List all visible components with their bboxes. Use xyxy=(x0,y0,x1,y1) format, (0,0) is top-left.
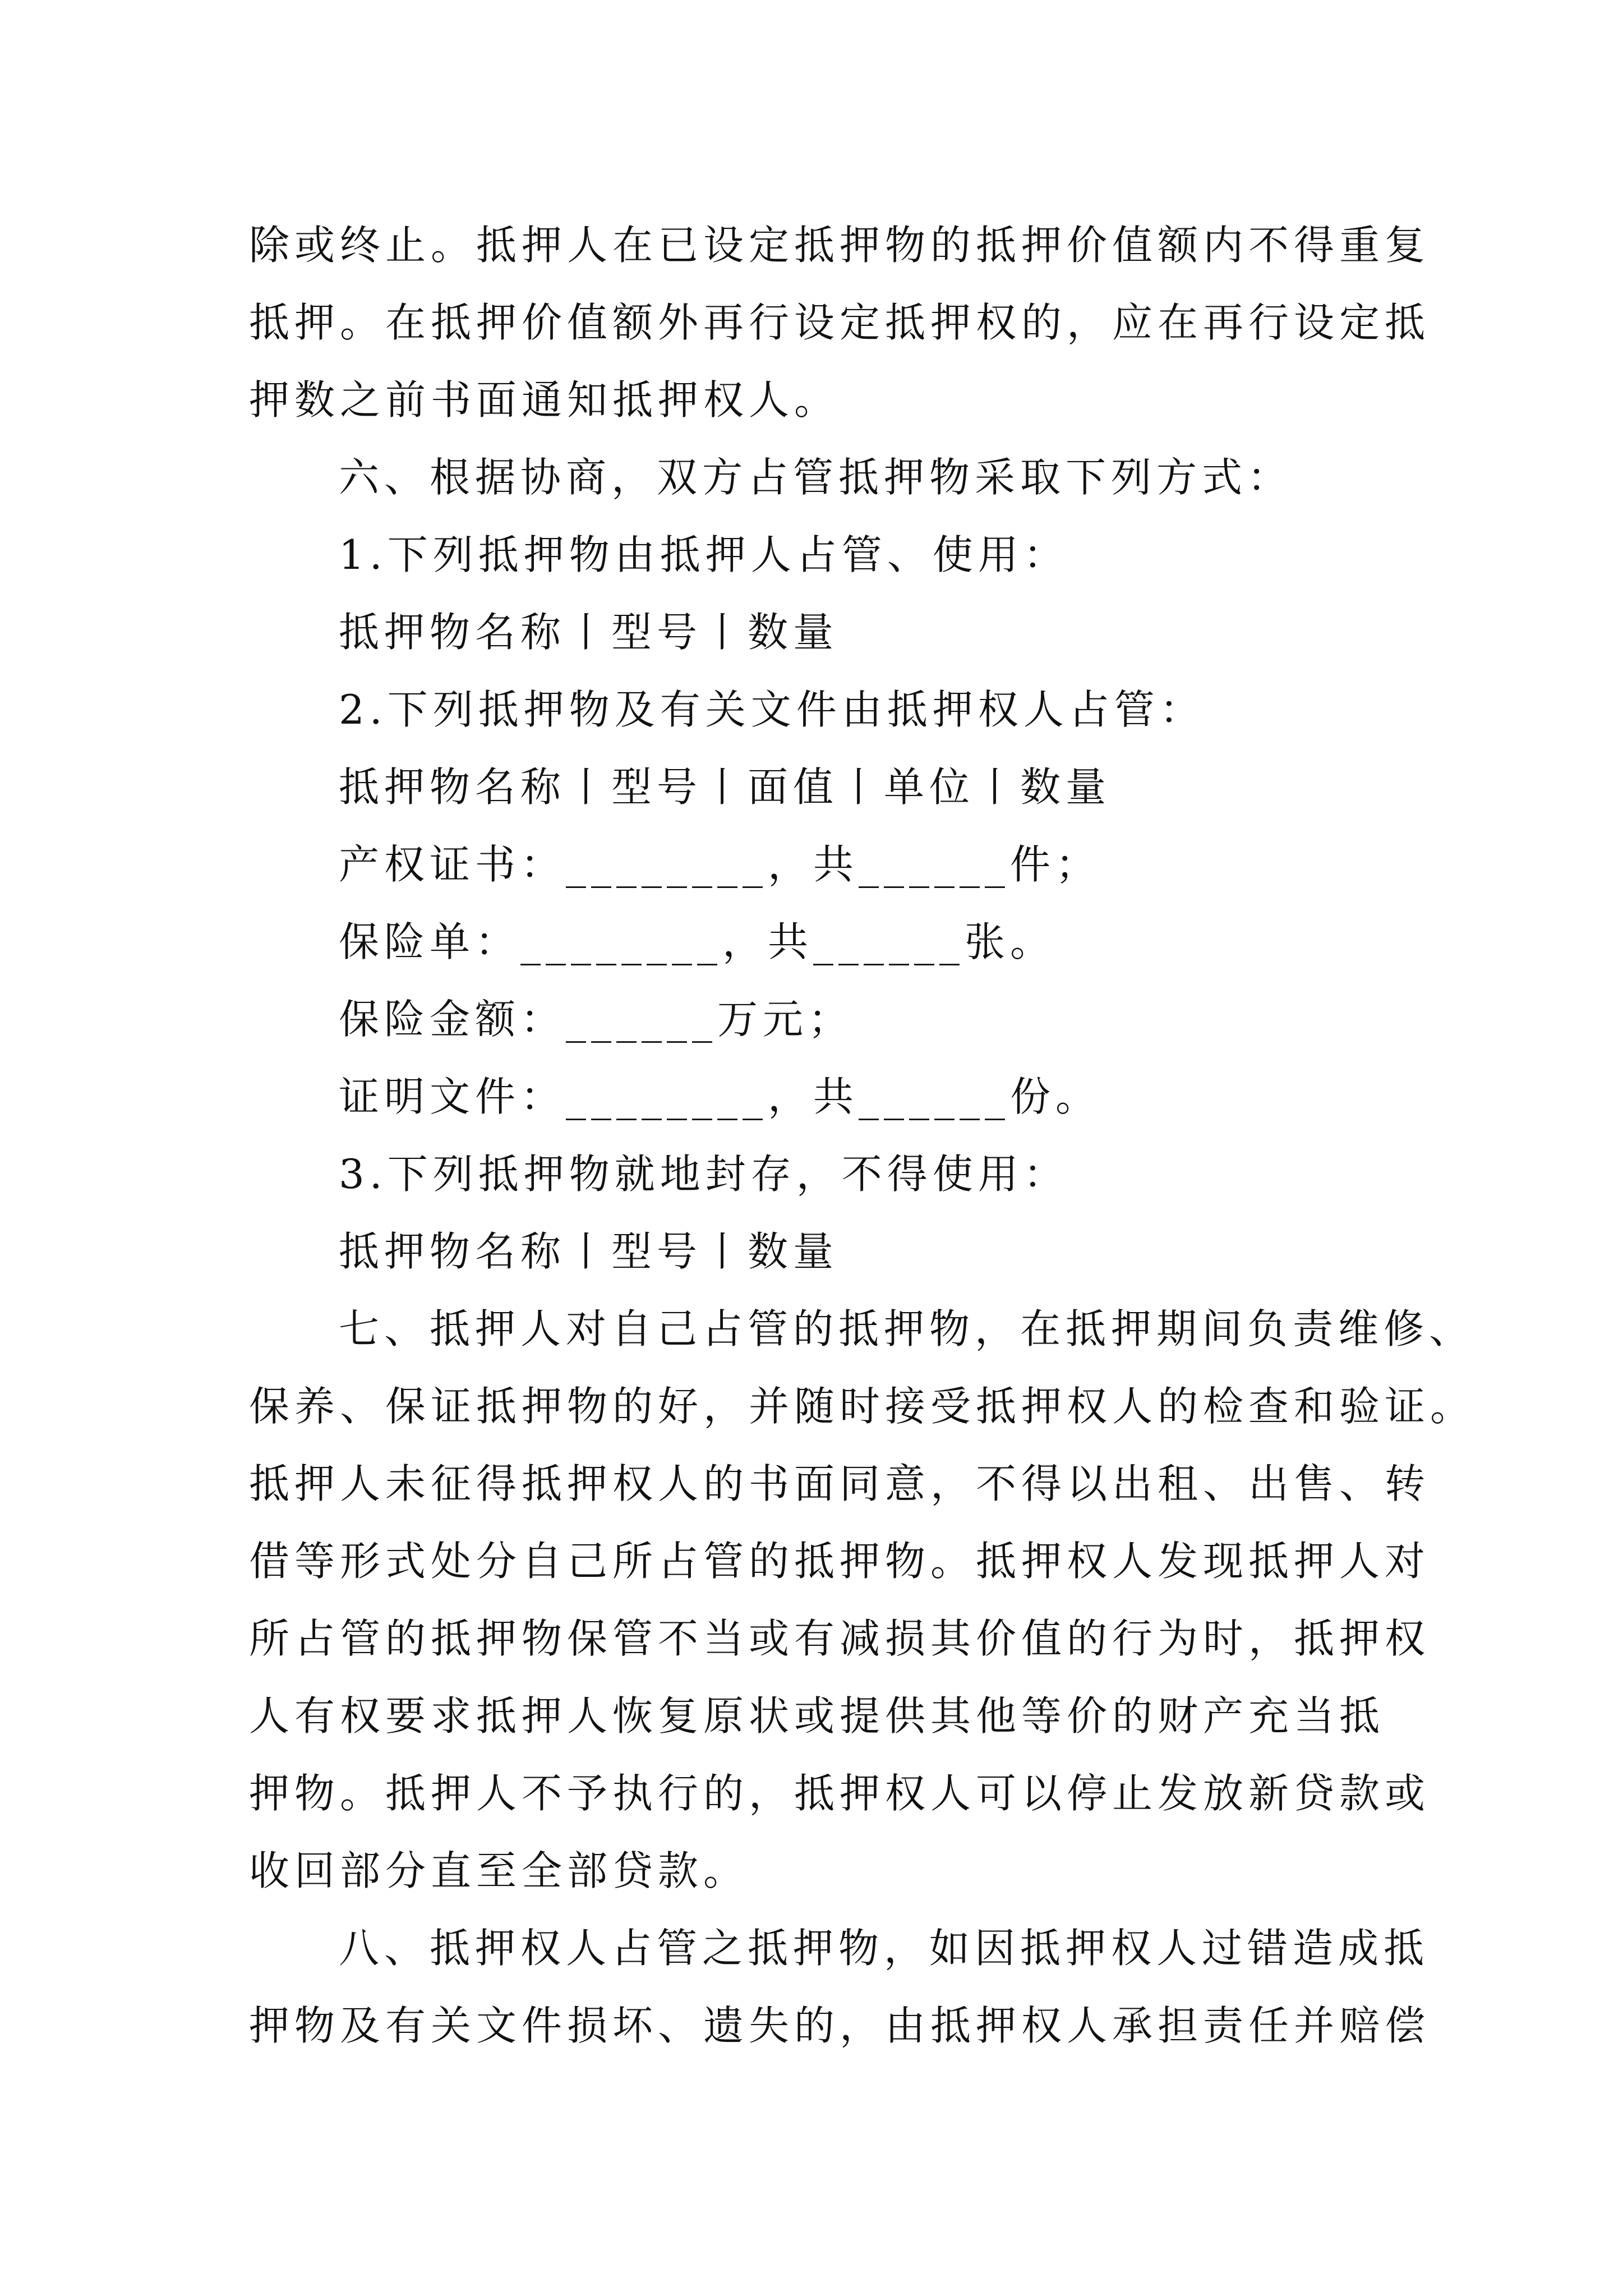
text-line: 收回部分直至全部贷款。 xyxy=(249,1847,749,1894)
text-line: 人有权要求抵押人恢复原状或提供其他等价的财产充当抵 xyxy=(249,1692,1385,1740)
text-line: 所占管的抵押物保管不当或有减损其价值的行为时，抵押权 xyxy=(249,1615,1431,1662)
table-header: 抵押物名称丨型号丨面值丨单位丨数量 xyxy=(339,763,1112,811)
text-line: 抵押。在抵押价值额外再行设定抵押权的，应在再行设定抵 xyxy=(249,299,1431,346)
section-heading: 八、抵押权人占管之抵押物，如因抵押权人过错造成抵 xyxy=(339,1925,1430,1972)
form-field-line: 产权证书：________，共______件； xyxy=(339,841,1101,888)
text-line: 押数之前书面通知抵押权人。 xyxy=(249,376,840,424)
form-field-line: 保险金额：______万元； xyxy=(339,996,854,1043)
list-item: 3.下列抵押物就地封存，不得使用： xyxy=(339,1151,1069,1198)
list-item: 1.下列抵押物由抵押人占管、使用： xyxy=(339,531,1069,578)
text-line: 押物。抵押人不予执行的，抵押权人可以停止发放新贷款或 xyxy=(249,1770,1431,1817)
form-field-line: 证明文件：________，共______份。 xyxy=(339,1073,1101,1120)
table-header: 抵押物名称丨型号丨数量 xyxy=(339,1228,839,1275)
section-heading: 六、根据协商，双方占管抵押物采取下列方式： xyxy=(339,454,1293,501)
text-line: 除或终止。抵押人在已设定抵押物的抵押价值额内不得重复 xyxy=(249,222,1431,269)
section-heading: 七、抵押人对自己占管的抵押物，在抵押期间负责维修、 xyxy=(339,1305,1475,1352)
table-header: 抵押物名称丨型号丨数量 xyxy=(339,609,839,656)
form-field-line: 保险单：________，共______张。 xyxy=(339,918,1056,965)
text-line: 保养、保证抵押物的好，并随时接受抵押权人的检查和验证。 xyxy=(249,1383,1476,1430)
list-item: 2.下列抵押物及有关文件由抵押权人占管： xyxy=(339,686,1205,733)
text-line: 借等形式处分自己所占管的抵押物。抵押权人发现抵押人对 xyxy=(249,1538,1431,1585)
text-line: 押物及有关文件损坏、遗失的，由抵押权人承担责任并赔偿 xyxy=(249,2002,1431,2049)
text-line: 抵押人未征得抵押权人的书面同意，不得以出租、出售、转 xyxy=(249,1460,1431,1507)
